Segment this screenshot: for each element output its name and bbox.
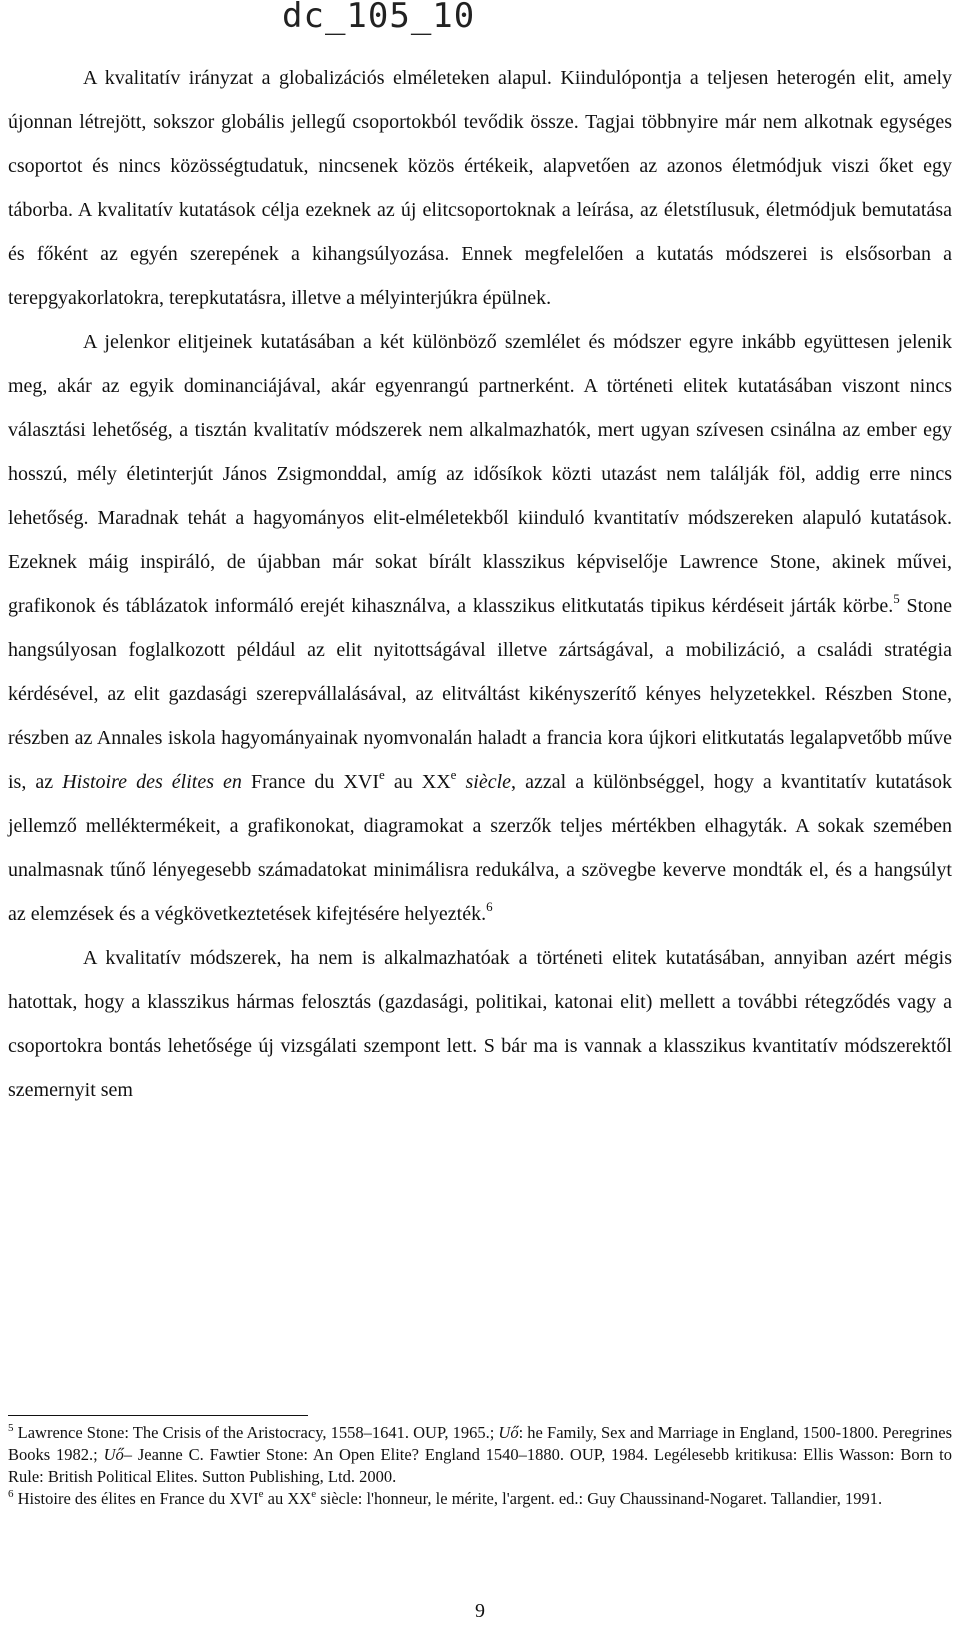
paragraph-1: A kvalitatív irányzat a globalizációs elméleteken alapul. Kiindulópontja a teljesen heterogén elit, amely újonnan létrejött, sokszor globális jellegű csoportokból tevődik össze. Tagjai többnyire már nem alkotnak egységes csoportot és nincs közösségtudatuk, nincsenek közös értékeik, alapvetően az azonos életmódjuk viszi őket egy táborba. A kvalitatív kutatások célja ezeknek az új elitcsoportoknak a leírása, az életstílusuk, életmódjuk bemutatása és főként az egyén szerepének a kihangsúlyozása. Ennek megfelelően a kutatás módszerei is elsősorban a terepgyakorlatokra, terepkutatásra, illetve a mélyinterjúkra épülnek.: [8, 67, 952, 309]
document-id-header: dc_105_10: [282, 0, 476, 36]
paragraph-2-text-d: au XX: [384, 771, 451, 793]
paragraph-2: [8, 320, 952, 936]
page-number: 9: [475, 1600, 485, 1622]
paragraph-2-text-c: France du XVI: [241, 771, 380, 793]
paragraph-2-text-e: [456, 771, 465, 793]
paragraph-2-text-a: A jelenkor elitjeinek kutatásában a két különböző szemlélet és módszer egyre inkább együttesen jelenik meg, akár az egyik dominanciájával, akár egyenrangú partnerként. A történeti elitek kutatásában viszont nincs választási lehetőség, a tisztán kvalitatív módszerek nem alkalmazhatók, mert ugyan szívesen csinálna az ember egy hosszú, mély életinterjút János Zsigmonddal, amíg az idősíkok közti utazást nem találják föl, addig erre nincs lehetőség. Maradnak tehát a hagyományos elit-elméletekből kiinduló kvantitatív módszereken alapuló kutatások. Ezeknek máig inspiráló, de újabban már sokat bírált klasszikus képviselője Lawrence Stone, akinek művei, grafikonok és táblázatok informáló erejét kihasználva, a klasszikus elitkutatás tipikus kérdéseit járták körbe.: [8, 331, 952, 617]
footnote-6: [8, 1488, 952, 1510]
footnote-6-number: 6: [8, 1488, 14, 1500]
body-text: [8, 56, 952, 1112]
footnote-6-text-a: Histoire des élites en France du XVI: [13, 1489, 259, 1508]
footnote-ref-5[interactable]: 5: [893, 591, 900, 606]
paragraph-2-text-b: Stone hangsúlyosan foglalkozott például az elit nyitottságával illetve zártságával, a mobilizáció, a családi stratégia kérdésével, az elit gazdasági szerepvállalásával, az elitváltást kikényszerítő kényes helyzetekkel. Részben Stone, részben az Annales iskola hagyományainak nyomvonalán haladt a francia kora újkori elitkutatás legalapvetőbb műve is, az: [8, 595, 953, 793]
superscript-e-2: e: [450, 767, 457, 782]
footnote-5-text-a: Lawrence Stone: The Crisis of the Aristocracy, 1558–1641. OUP, 1965.;: [13, 1423, 499, 1442]
footnote-6-superscript-1: e: [258, 1488, 264, 1500]
footnote-divider: [8, 1415, 308, 1416]
footnote-5-number: 5: [8, 1422, 14, 1434]
footnote-ref-6[interactable]: 6: [486, 899, 493, 914]
paragraph-2-text-f: , azzal a különbséggel, hogy a kvantitatív kutatások jellemző melléktermékeit, a grafikonokat, diagramokat a szerzők teljes mértékben elhagyták. A sokak szemében unalmasnak tűnő lényegesebb számadatokat minimálisra redukálva, a szövegbe keverve mondták el, és a hangsúlyt az elemzések és a végkövetkeztetések kifejtésére helyezték.: [8, 771, 953, 925]
book-title-part-2: siècle: [465, 771, 512, 793]
footnote-5-text-c: – Jeanne C. Fawtier Stone: An Open Elite? England 1540–1880. OUP, 1984. Legélesebb kritikusa: Ellis Wasson: Born to Rule: British Political Elites. Sutton Publishing, Ltd. 2000.: [8, 1445, 953, 1486]
footnote-6-text-c: siècle: l'honneur, le mérite, l'argent. ed.: Guy Chaussinand-Nogaret. Tallandier, 1991.: [316, 1489, 883, 1508]
paragraph-3: A kvalitatív módszerek, ha nem is alkalmazhatóak a történeti elitek kutatásában, annyiban azért mégis hatottak, hogy a klasszikus hármas felosztás (gazdasági, politikai, katonai elit) mellett a további rétegződés vagy a csoportokra bontás lehetősége új vizsgálati szempont lett. S bár ma is vannak a klasszikus kvantitatív módszerektől szemernyit sem: [8, 947, 952, 1101]
footnote-6-superscript-2: e: [311, 1488, 317, 1500]
superscript-e-1: e: [379, 767, 385, 782]
footnote-6-text-b: au XX: [263, 1489, 312, 1508]
footnote-5: [8, 1422, 952, 1488]
footnote-5-uo-2: Uő: [103, 1445, 124, 1464]
book-title-part-1: Histoire des élites en: [62, 771, 242, 793]
footnote-5-text-b: : he Family, Sex and Marriage in England, 1500-1800. Peregrines Books 1982.;: [8, 1423, 952, 1464]
footnotes: [8, 1422, 952, 1510]
footnote-5-uo-1: Uő: [498, 1423, 519, 1442]
